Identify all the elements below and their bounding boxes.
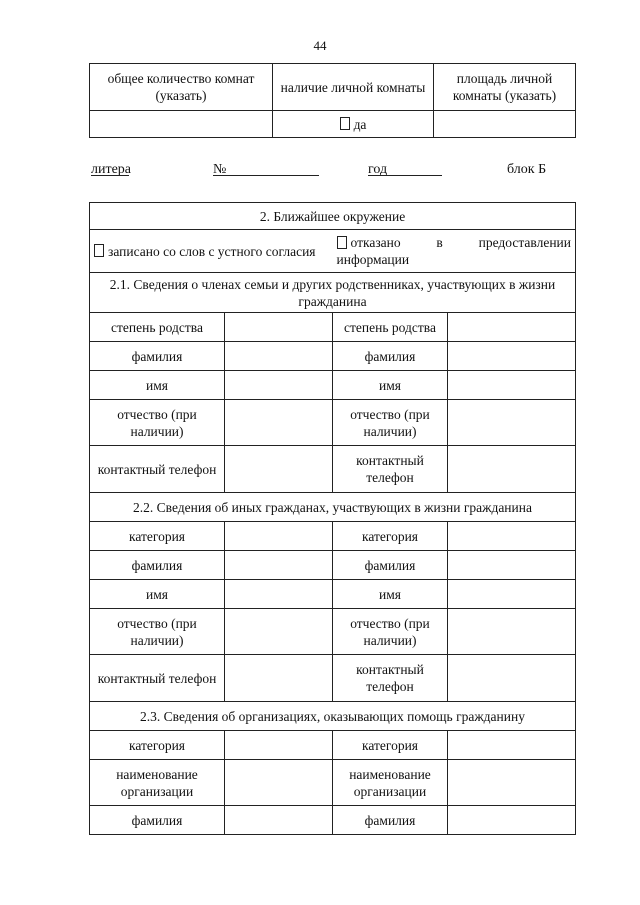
s1-name-value-2[interactable] — [448, 371, 576, 400]
subsection-2-1-title: 2.1. Сведения о членах семьи и других родственниках, участвующих в жизни гражданина — [90, 273, 576, 313]
s1-name-value-1[interactable] — [225, 371, 333, 400]
s2-name-value-2[interactable] — [448, 580, 576, 609]
s2-surname-label-2: фамилия — [333, 551, 448, 580]
s1-name-label-1: имя — [90, 371, 225, 400]
s2-patronymic-label-2: отчество (при наличии) — [333, 609, 448, 655]
s3-surname-value-1[interactable] — [225, 806, 333, 835]
s2-category-label-1: категория — [90, 522, 225, 551]
s3-org-name-value-1[interactable] — [225, 760, 333, 806]
s2-name-label-1: имя — [90, 580, 225, 609]
s2-patronymic-value-2[interactable] — [448, 609, 576, 655]
s3-category-label-2: категория — [333, 731, 448, 760]
s1-patronymic-value-1[interactable] — [225, 400, 333, 446]
section-title: 2. Ближайшее окружение — [90, 203, 576, 230]
s1-patronymic-label-2: отчество (при наличии) — [333, 400, 448, 446]
s2-phone-value-1[interactable] — [225, 655, 333, 702]
s2-patronymic-value-1[interactable] — [225, 609, 333, 655]
s3-category-label-1: категория — [90, 731, 225, 760]
consent-right-cell — [333, 230, 576, 273]
s3-surname-value-2[interactable] — [448, 806, 576, 835]
s1-patronymic-label-1: отчество (при наличии) — [90, 400, 225, 446]
litera-field[interactable] — [91, 162, 132, 177]
litera-line — [89, 162, 575, 180]
year-field[interactable] — [368, 162, 442, 176]
yes-checkbox[interactable] — [340, 117, 350, 130]
s3-surname-label-2: фамилия — [333, 806, 448, 835]
rooms-table — [89, 63, 576, 138]
s3-category-value-1[interactable] — [225, 731, 333, 760]
refusal-checkbox[interactable] — [337, 236, 347, 249]
s2-name-label-2: имя — [333, 580, 448, 609]
s3-org-name-value-2[interactable] — [448, 760, 576, 806]
s1-phone-label-1: контактный телефон — [90, 446, 225, 493]
s1-surname-label-2: фамилия — [333, 342, 448, 371]
rooms-count-cell[interactable] — [90, 111, 273, 138]
consent-checkbox[interactable] — [94, 244, 104, 257]
s1-relation-value-1[interactable] — [225, 313, 333, 342]
consent-right-line1: отказано в предоставлении — [350, 235, 571, 250]
s1-surname-value-2[interactable] — [448, 342, 576, 371]
s3-category-value-2[interactable] — [448, 731, 576, 760]
s1-surname-label-1: фамилия — [90, 342, 225, 371]
s1-phone-label-2: контактный телефон — [333, 446, 448, 493]
consent-left-label: записано со слов с устного согласия — [108, 243, 316, 259]
s1-relation-value-2[interactable] — [448, 313, 576, 342]
s2-category-label-2: категория — [333, 522, 448, 551]
page-number: 44 — [313, 38, 327, 53]
s2-phone-label-1: контактный телефон — [90, 655, 225, 702]
s3-surname-label-1: фамилия — [90, 806, 225, 835]
subsection-2-2-title: 2.2. Сведения об иных гражданах, участвующих в жизни гражданина — [90, 493, 576, 522]
s2-phone-label-2: контактный телефон — [333, 655, 448, 702]
number-field[interactable] — [213, 162, 319, 176]
s2-surname-value-1[interactable] — [225, 551, 333, 580]
litera-label: литера — [91, 162, 132, 177]
s1-phone-value-2[interactable] — [448, 446, 576, 493]
s3-org-name-label-1: наименование организации — [90, 760, 225, 806]
s1-name-label-2: имя — [333, 371, 448, 400]
s1-patronymic-value-2[interactable] — [448, 400, 576, 446]
s1-surname-value-1[interactable] — [225, 342, 333, 371]
own-room-area-cell[interactable] — [434, 111, 576, 138]
s1-relation-label-2: степень родства — [333, 313, 448, 342]
block-label: блок Б — [507, 162, 547, 177]
own-room-cell — [273, 111, 434, 138]
environment-table — [89, 202, 576, 835]
rooms-count-header: общее количество комнат (указать) — [90, 64, 273, 111]
s2-name-value-1[interactable] — [225, 580, 333, 609]
s1-phone-value-1[interactable] — [225, 446, 333, 493]
number-label: № — [213, 162, 227, 177]
s2-category-value-2[interactable] — [448, 522, 576, 551]
s2-surname-label-1: фамилия — [90, 551, 225, 580]
s2-category-value-1[interactable] — [225, 522, 333, 551]
year-label: год — [368, 162, 388, 177]
s2-phone-value-2[interactable] — [448, 655, 576, 702]
s3-org-name-label-2: наименование организации — [333, 760, 448, 806]
consent-left-cell — [90, 230, 333, 273]
own-room-area-header: площадь личной комнаты (указать) — [434, 64, 576, 111]
consent-right-line2: информации — [336, 252, 410, 267]
s2-surname-value-2[interactable] — [448, 551, 576, 580]
s1-relation-label-1: степень родства — [90, 313, 225, 342]
own-room-header: наличие личной комнаты — [273, 64, 434, 111]
s2-patronymic-label-1: отчество (при наличии) — [90, 609, 225, 655]
subsection-2-3-title: 2.3. Сведения об организациях, оказывающих помощь гражданину — [90, 702, 576, 731]
yes-label: да — [353, 116, 367, 132]
